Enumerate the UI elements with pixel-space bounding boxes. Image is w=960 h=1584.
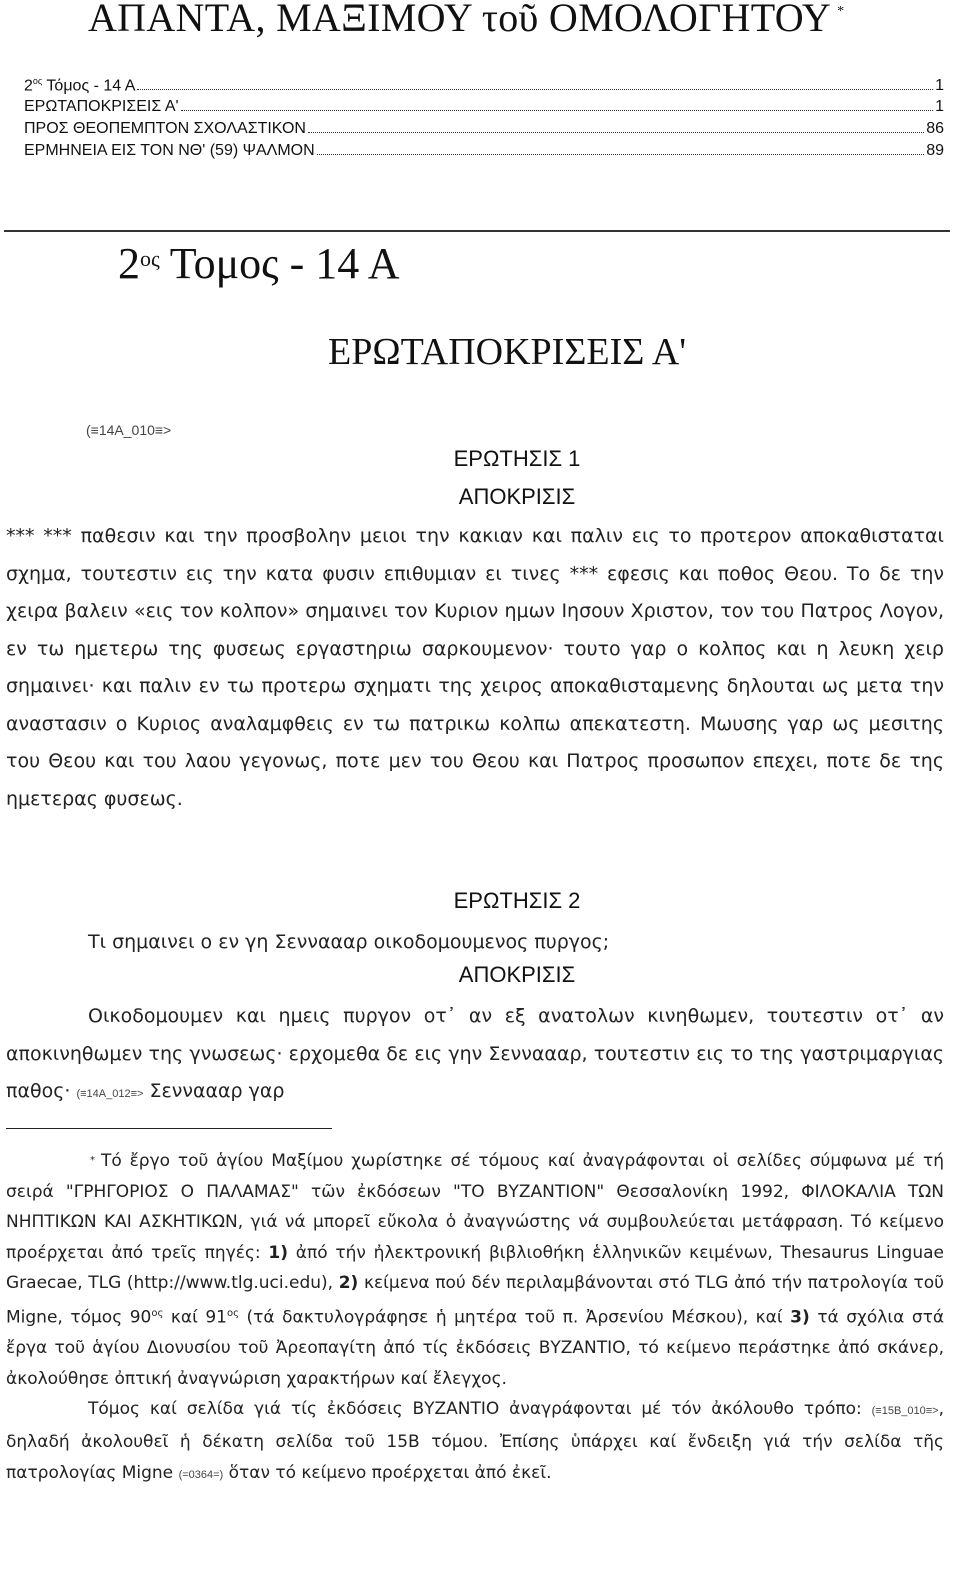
section-heading: ΕΡΩΤΑΠΟΚΡΙΣΕΙΣ Α' [328,331,687,373]
question-heading: ΕΡΩΤΗΣΙΣ 1 [453,446,581,471]
footnote-mark: * [90,1155,95,1166]
question-text: Τι σημαινει ο εν γη Σενναααρ οικοδομουμενος πυργος; [88,931,610,953]
toc-item-page: 89 [926,142,944,159]
footnote-divider [6,1128,332,1129]
migne-marker-example: (=0364=) [178,1468,224,1481]
answer-heading: ΑΠΟΚΡΙΣΙΣ [458,962,576,987]
question-heading: ΕΡΩΤΗΣΙΣ 2 [453,888,581,913]
title-footnote-mark[interactable]: * [837,4,845,19]
toc-leader-dots [137,89,933,90]
body-paragraph: *** *** παθεσιν και την προσβολην μειοι την κακιαν και παλιν εις το προτερον αποκαθισταται σχημα, τουτεστιν εις την κατα φυσιν επιθυμιαν ει τινες *** εφεσις και ποθος Θεου. Το δε την χειρα βαλειν «εις τον κολπον» σημαινει τον Κυριον ημων Ιησουν Χριστον, τον του Πατρος Λογον, εν τω ημετερω της φυσεως εργαστηριω σαρκουμενον· τουτο γαρ ο κολπος και η λευκη χειρ σημαινει· και παλιν εν τω προτερω σχηματι της χειρος αποκαθισταμενης δηλουται ως μετα την αναστασιν ο Κυριος αναλαμφθεις εν τω πατρικω κολπω απεκατεστη. Μωυσης γαρ ως μεσιτης του Θεου και του λαου γεγονως, ποτε μεν του Θεου και Πατρος προσωπον επεχει, ποτε δε της ημετερας φυσεως. [6,525,944,810]
page-marker: (≡14Α_010≡> [86,422,172,438]
toc-leader-dots [181,110,934,111]
header-divider [4,230,950,232]
toc-item-page: 1 [935,77,944,95]
footnote [6,1146,944,1490]
volume-heading: $2^{o\varsigma}$ Τομος - 14 Α [118,239,400,288]
answer-heading: ΑΠΟΚΡΙΣΙΣ [458,484,576,509]
page-marker-example: (≡15Β_010≡> [871,1405,939,1418]
toc-item[interactable] [24,98,944,120]
body-paragraph: Οικοδομουμεν και ημεις πυργον οτ᾿ αν εξ ανατολων κινηθωμεν, τουτεστιν οτ᾿ αν αποκινηθωμεν της γνωσεως· ερχομεθα δε εις γην Σενναααρ, τουτεστιν εις το της γαστριμαργιας παθος· (≡14Α_012≡> Σενναααρ γαρ [6,1005,944,1102]
table-of-contents [24,76,944,164]
footnote-paragraph: Τόμος καί σελίδα γιά τίς ἐκδόσεις ΒΥΖΑΝΤΙΟ ἀναγράφονται μέ τόν ἀκόλουθο τρόπο: (≡15Β_010≡>, δηλαδή ἀκολουθεῖ ἡ δέκατη σελίδα τοῦ 15Β τόμου. Ἐπίσης ὑπάρχει καί ἔνδειξη γιά τήν σελίδα τῆς πατρολογίας Migne (=0364=) ὅταν τό κείμενο προέρχεται ἀπό ἐκεῖ. [6,1399,944,1483]
toc-leader-dots [317,154,925,155]
toc-item-label: $2^{o\varsigma}$ Τόμος - 14 Α [24,76,136,95]
toc-item[interactable] [24,120,944,142]
document-title-text: ΑΠΑΝΤΑ, ΜΑΞΙΜΟΥ τοῦ ΟΜΟΛΟΓΗΤΟΥ [88,0,832,40]
toc-item[interactable] [24,76,944,98]
toc-item-page: 86 [926,120,944,137]
toc-item[interactable] [24,142,944,164]
page-marker: (≡14Α_012≡> [76,1088,144,1100]
toc-item-label: ΠΡΟΣ ΘΕΟΠΕΜΠΤΟΝ ΣΧΟΛΑΣΤΙΚΟΝ [24,120,306,137]
toc-item-page: 1 [935,98,944,115]
footnote-paragraph: * Τό ἔργο τοῦ ἁγίου Μαξίμου χωρίστηκε σέ τόμους καί ἀναγράφονται οἱ σελίδες σύμφωνα μέ τή σειρά "ΓΡΗΓΟΡΙΟΣ Ο ΠΑΛΑΜΑΣ" τῶν ἐκδόσεων "ΤΟ ΒΥΖΑΝΤΙΟΝ" Θεσσαλονίκη 1992, ΦΙΛΟΚΑΛΙΑ ΤΩΝ ΝΗΠΤΙΚΩΝ ΚΑΙ ΑΣΚΗΤΙΚΩΝ, γιά νά μπορεῖ εὔκολα ὁ ἀναγνώστης νά συμβουλεύεται μετάφραση. Τό κείμενο προέρχεται ἀπό τρεῖς πηγές: 1) ἀπό τήν ἠλεκτρονική βιβλιοθήκη ἑλληνικῶν κειμένων, Thesaurus Linguae Graecae, TLG (http://www.tlg.uci.edu), 2) κείμενα πού δέν περιλαμβάνονται στό TLG ἀπό τήν πατρολογία τοῦ Migne, τόμος $90^{o\varsigma}$ καί $91^{o\varsigma}$ (τά δακτυλογράφησε ἡ μητέρα τοῦ π. Ἀρσενίου Μέσκου), καί 3) τά σχόλια στά ἔργα τοῦ ἁγίου Διονυσίου τοῦ Ἀρεοπαγίτη ἀπό τίς ἐκδόσεις ΒΥΖΑΝΤΙΟ, τό κείμενο περάστηκε ἀπό σκάνερ, ἀκολούθησε ὀπτική ἀναγνώριση χαρακτήρων καί ἔλεγχος. [6,1151,945,1389]
toc-leader-dots [308,132,924,133]
toc-item-label: ΕΡΩΤΑΠΟΚΡΙΣΕΙΣ Α' [24,98,179,115]
toc-item-label: ΕΡΜΗΝΕΙΑ ΕΙΣ ΤΟΝ ΝΘ' (59) ΨΑΛΜΟΝ [24,142,315,159]
document-title [88,0,844,41]
